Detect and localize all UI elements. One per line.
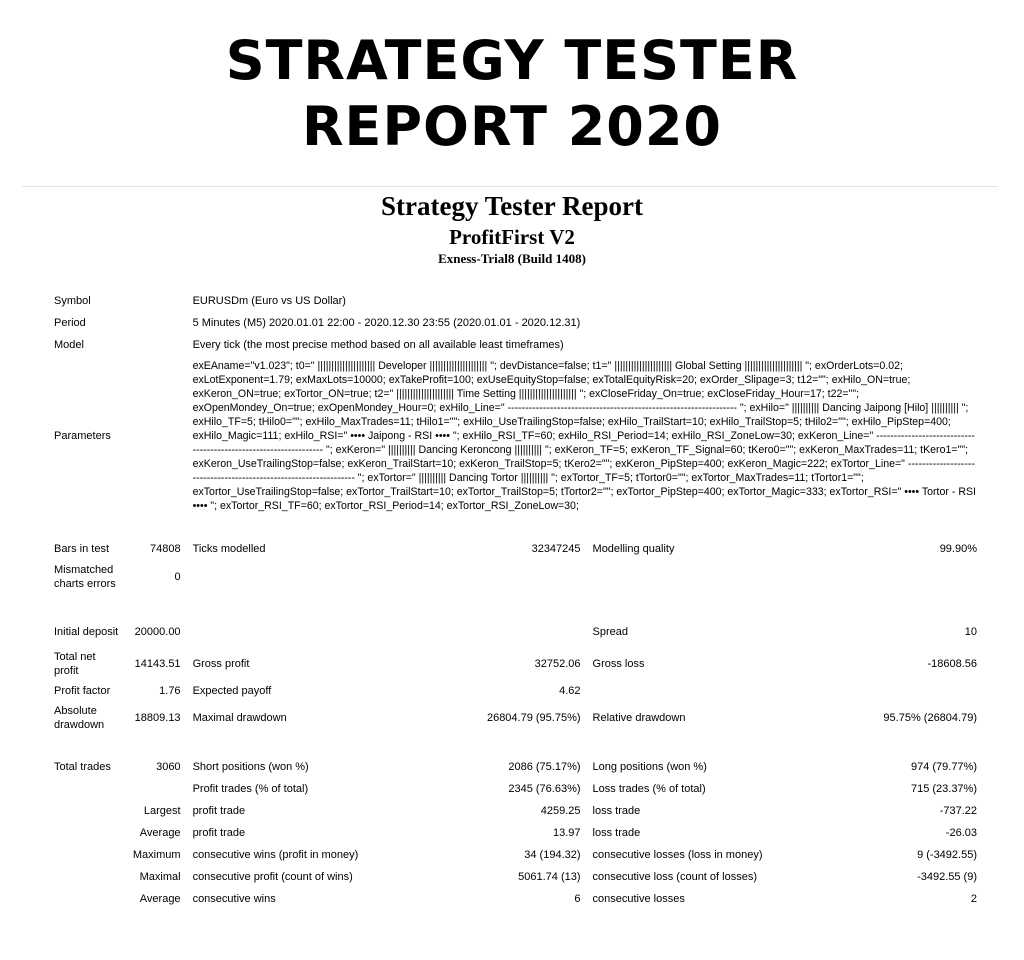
value-ticks: 32347245 — [531, 543, 581, 555]
value-mismatch: 0 — [174, 571, 181, 583]
row-parameters — [48, 356, 983, 516]
label-mxl-cl: consecutive loss (count of losses) — [592, 871, 757, 883]
value-grossloss: -18608.56 — [927, 658, 977, 670]
value-max-cw: 34 (194.32) — [524, 849, 581, 861]
label-quality: Modelling quality — [592, 543, 675, 555]
value-largest-pt: 4259.25 — [540, 805, 581, 817]
label-average: Average — [139, 827, 181, 839]
banner-title-line1: STRATEGY TESTER — [225, 29, 799, 92]
label-grossloss: Gross loss — [592, 658, 645, 670]
label-maximal: Maximal — [139, 871, 181, 883]
label-avg-cw: consecutive wins — [192, 893, 276, 905]
row-profittrades — [48, 778, 983, 800]
value-average-pt: 13.97 — [553, 827, 581, 839]
label-ticks: Ticks modelled — [192, 543, 266, 555]
value-pt: 2345 (76.63%) — [508, 783, 581, 795]
label-maxdd: Maximal drawdown — [192, 712, 287, 724]
label-netprofit: Total net profit — [54, 651, 96, 677]
label-trades: Total trades — [54, 761, 111, 773]
row-period — [48, 312, 983, 334]
label-lt: Loss trades (% of total) — [592, 783, 706, 795]
value-long: 974 (79.77%) — [910, 761, 977, 773]
value-bars: 74808 — [149, 543, 181, 555]
row-totaltrades — [48, 756, 983, 778]
value-mxl-cp: 5061.74 (13) — [518, 871, 581, 883]
label-average-lt: loss trade — [592, 827, 641, 839]
row-average — [48, 822, 983, 844]
row-bars — [48, 538, 983, 560]
divider — [22, 186, 998, 187]
report-table — [48, 290, 983, 910]
row-mismatch — [48, 560, 983, 594]
label-parameters: Parameters — [54, 430, 111, 442]
label-bars: Bars in test — [54, 543, 110, 555]
label-long: Long positions (won %) — [592, 761, 707, 773]
account-build: Exness-Trial8 (Build 1408) — [438, 251, 586, 266]
value-lt: 715 (23.37%) — [910, 783, 977, 795]
label-deposit: Initial deposit — [54, 626, 119, 638]
label-absdd: Absolute drawdown — [54, 705, 105, 731]
value-mxl-cl: -3492.55 (9) — [917, 871, 977, 883]
label-short: Short positions (won %) — [192, 761, 309, 773]
label-pf: Profit factor — [54, 685, 111, 697]
value-spread: 10 — [964, 626, 977, 638]
label-max-cl: consecutive losses (loss in money) — [592, 849, 763, 861]
row-profitfactor — [48, 680, 983, 702]
label-maximum: Maximum — [132, 849, 181, 861]
label-average-pt: profit trade — [192, 827, 246, 839]
label-largest-lt: loss trade — [592, 805, 641, 817]
label-largest-pt: profit trade — [192, 805, 246, 817]
value-average-lt: -26.03 — [945, 827, 977, 839]
label-period: Period — [54, 317, 86, 329]
row-deposit — [48, 616, 983, 648]
label-grossprofit: Gross profit — [192, 658, 250, 670]
label-ep: Expected payoff — [192, 685, 272, 697]
value-parameters: exEAname="v1.023"; t0=" ||||||||||||||||||||| Developer ||||||||||||||||||||| "; devDistance=false; t1=" ||||||||||||||||||||| Global Setting ||||||||||||||||||||| "; exOrderLots=0.02; exLotExponent=1.79; exMaxLots=10000; exTakeProfit=100; exUseEquityStop=false; exTotalEquityRisk=20; exOrder_Slipage=3; t12=""; exHilo_ON=true; exKeron_ON=true; exTortor_ON=true; t2=" ||||||||||||||||||||| Time Setting ||||||||||||||||||||| "; exCloseFriday_On=true; exCloseFriday_Hour=17; t22=""; exOpenMondey_On=true; exOpenMondey_Hour=0; exHilo_Line=" ----------------------------------------------------------------- "; exHilo=" |||||||||| Dancing Jaipong [Hilo] |||||||||| "; exHilo_TF=5; tHilo0=""; exHilo_MaxTrades=11; tHilo1=""; exHilo_UseTrailingStop=false; exHilo_TrailStart=10; exHilo_TrailStop=5; tHilo2=""; exHilo_PipStep=400; exHilo_Magic=111; exHilo_RSI=" •••• Jaipong - RSI •••• "; exHilo_RSI_TF=60; exHilo_RSI_Period=14; exHilo_RSI_ZoneLow=30; exKeron_Line=" ----------------------------------------------------------------- "; exKeron=" |||||||||| Dancing Keroncong |||||||||| "; exKeron_TF=5; exKeron_TF_Signal=60; tKero0=""; exKeron_MaxTrades=11; tKero1=""; exKeron_UseTrailingStop=false; exKeron_TrailStart=10; exKeron_TrailStop=5; tKero2=""; exKeron_PipStep=400; exKeron_Magic=222; exTortor_Line=" ----------------------------------------------------------------- "; exTortor=" |||||||||| Dancing Tortor |||||||||| "; exTortor_TF=5; tTortor0=""; exTortor_MaxTrades=11; tTortor1=""; exTortor_UseTrailingStop=false; exTortor_TrailStart=10; exTortor_TrailStop=5; tTortor2=""; exTortor_PipStep=400; exTortor_Magic=333; exTortor_RSI=" •••• Tortor - RSI •••• "; exTortor_RSI_TF=60; exTortor_RSI_Period=14; exTortor_RSI_ZoneLow=30; — [192, 360, 976, 512]
value-largest-lt: -737.22 — [939, 805, 977, 817]
label-avg-cl: consecutive losses — [592, 893, 685, 905]
label-mismatch: Mismatched charts errors — [54, 564, 116, 590]
row-model — [48, 334, 983, 356]
row-drawdown — [48, 702, 983, 734]
value-ep: 4.62 — [559, 685, 581, 697]
expert-name: ProfitFirst V2 — [449, 225, 575, 249]
value-avg-cw: 6 — [574, 893, 581, 905]
value-deposit: 20000.00 — [134, 626, 181, 638]
report-title: Strategy Tester Report — [381, 191, 643, 221]
label-pt: Profit trades (% of total) — [192, 783, 309, 795]
row-maximum — [48, 844, 983, 866]
row-largest — [48, 800, 983, 822]
row-average-consecutive — [48, 888, 983, 910]
label-avg2: Average — [139, 893, 181, 905]
value-pf: 1.76 — [159, 685, 181, 697]
row-netprofit — [48, 648, 983, 680]
label-max-cw: consecutive wins (profit in money) — [192, 849, 359, 861]
value-period: 5 Minutes (M5) 2020.01.01 22:00 - 2020.12.30 23:55 (2020.01.01 - 2020.12.31) — [192, 317, 581, 329]
label-model: Model — [54, 339, 84, 351]
value-reldd: 95.75% (26804.79) — [883, 712, 977, 724]
value-netprofit: 14143.51 — [134, 658, 181, 670]
value-symbol: EURUSDm (Euro vs US Dollar) — [192, 295, 346, 307]
label-reldd: Relative drawdown — [592, 712, 686, 724]
value-grossprofit: 32752.06 — [534, 658, 581, 670]
value-short: 2086 (75.17%) — [508, 761, 581, 773]
row-symbol — [48, 290, 983, 312]
value-trades: 3060 — [156, 761, 181, 773]
value-absdd: 18809.13 — [134, 712, 181, 724]
label-mxl-cp: consecutive profit (count of wins) — [192, 871, 353, 883]
value-quality: 99.90% — [939, 543, 977, 555]
label-spread: Spread — [592, 626, 629, 638]
banner-title-line2: REPORT 2020 — [301, 95, 723, 158]
value-avg-cl: 2 — [970, 893, 977, 905]
value-max-cl: 9 (-3492.55) — [917, 849, 977, 861]
label-largest: Largest — [143, 805, 181, 817]
label-symbol: Symbol — [54, 295, 91, 307]
value-maxdd: 26804.79 (95.75%) — [486, 712, 581, 724]
value-model: Every tick (the most precise method based on all available least timeframes) — [192, 339, 564, 351]
row-maximal — [48, 866, 983, 888]
